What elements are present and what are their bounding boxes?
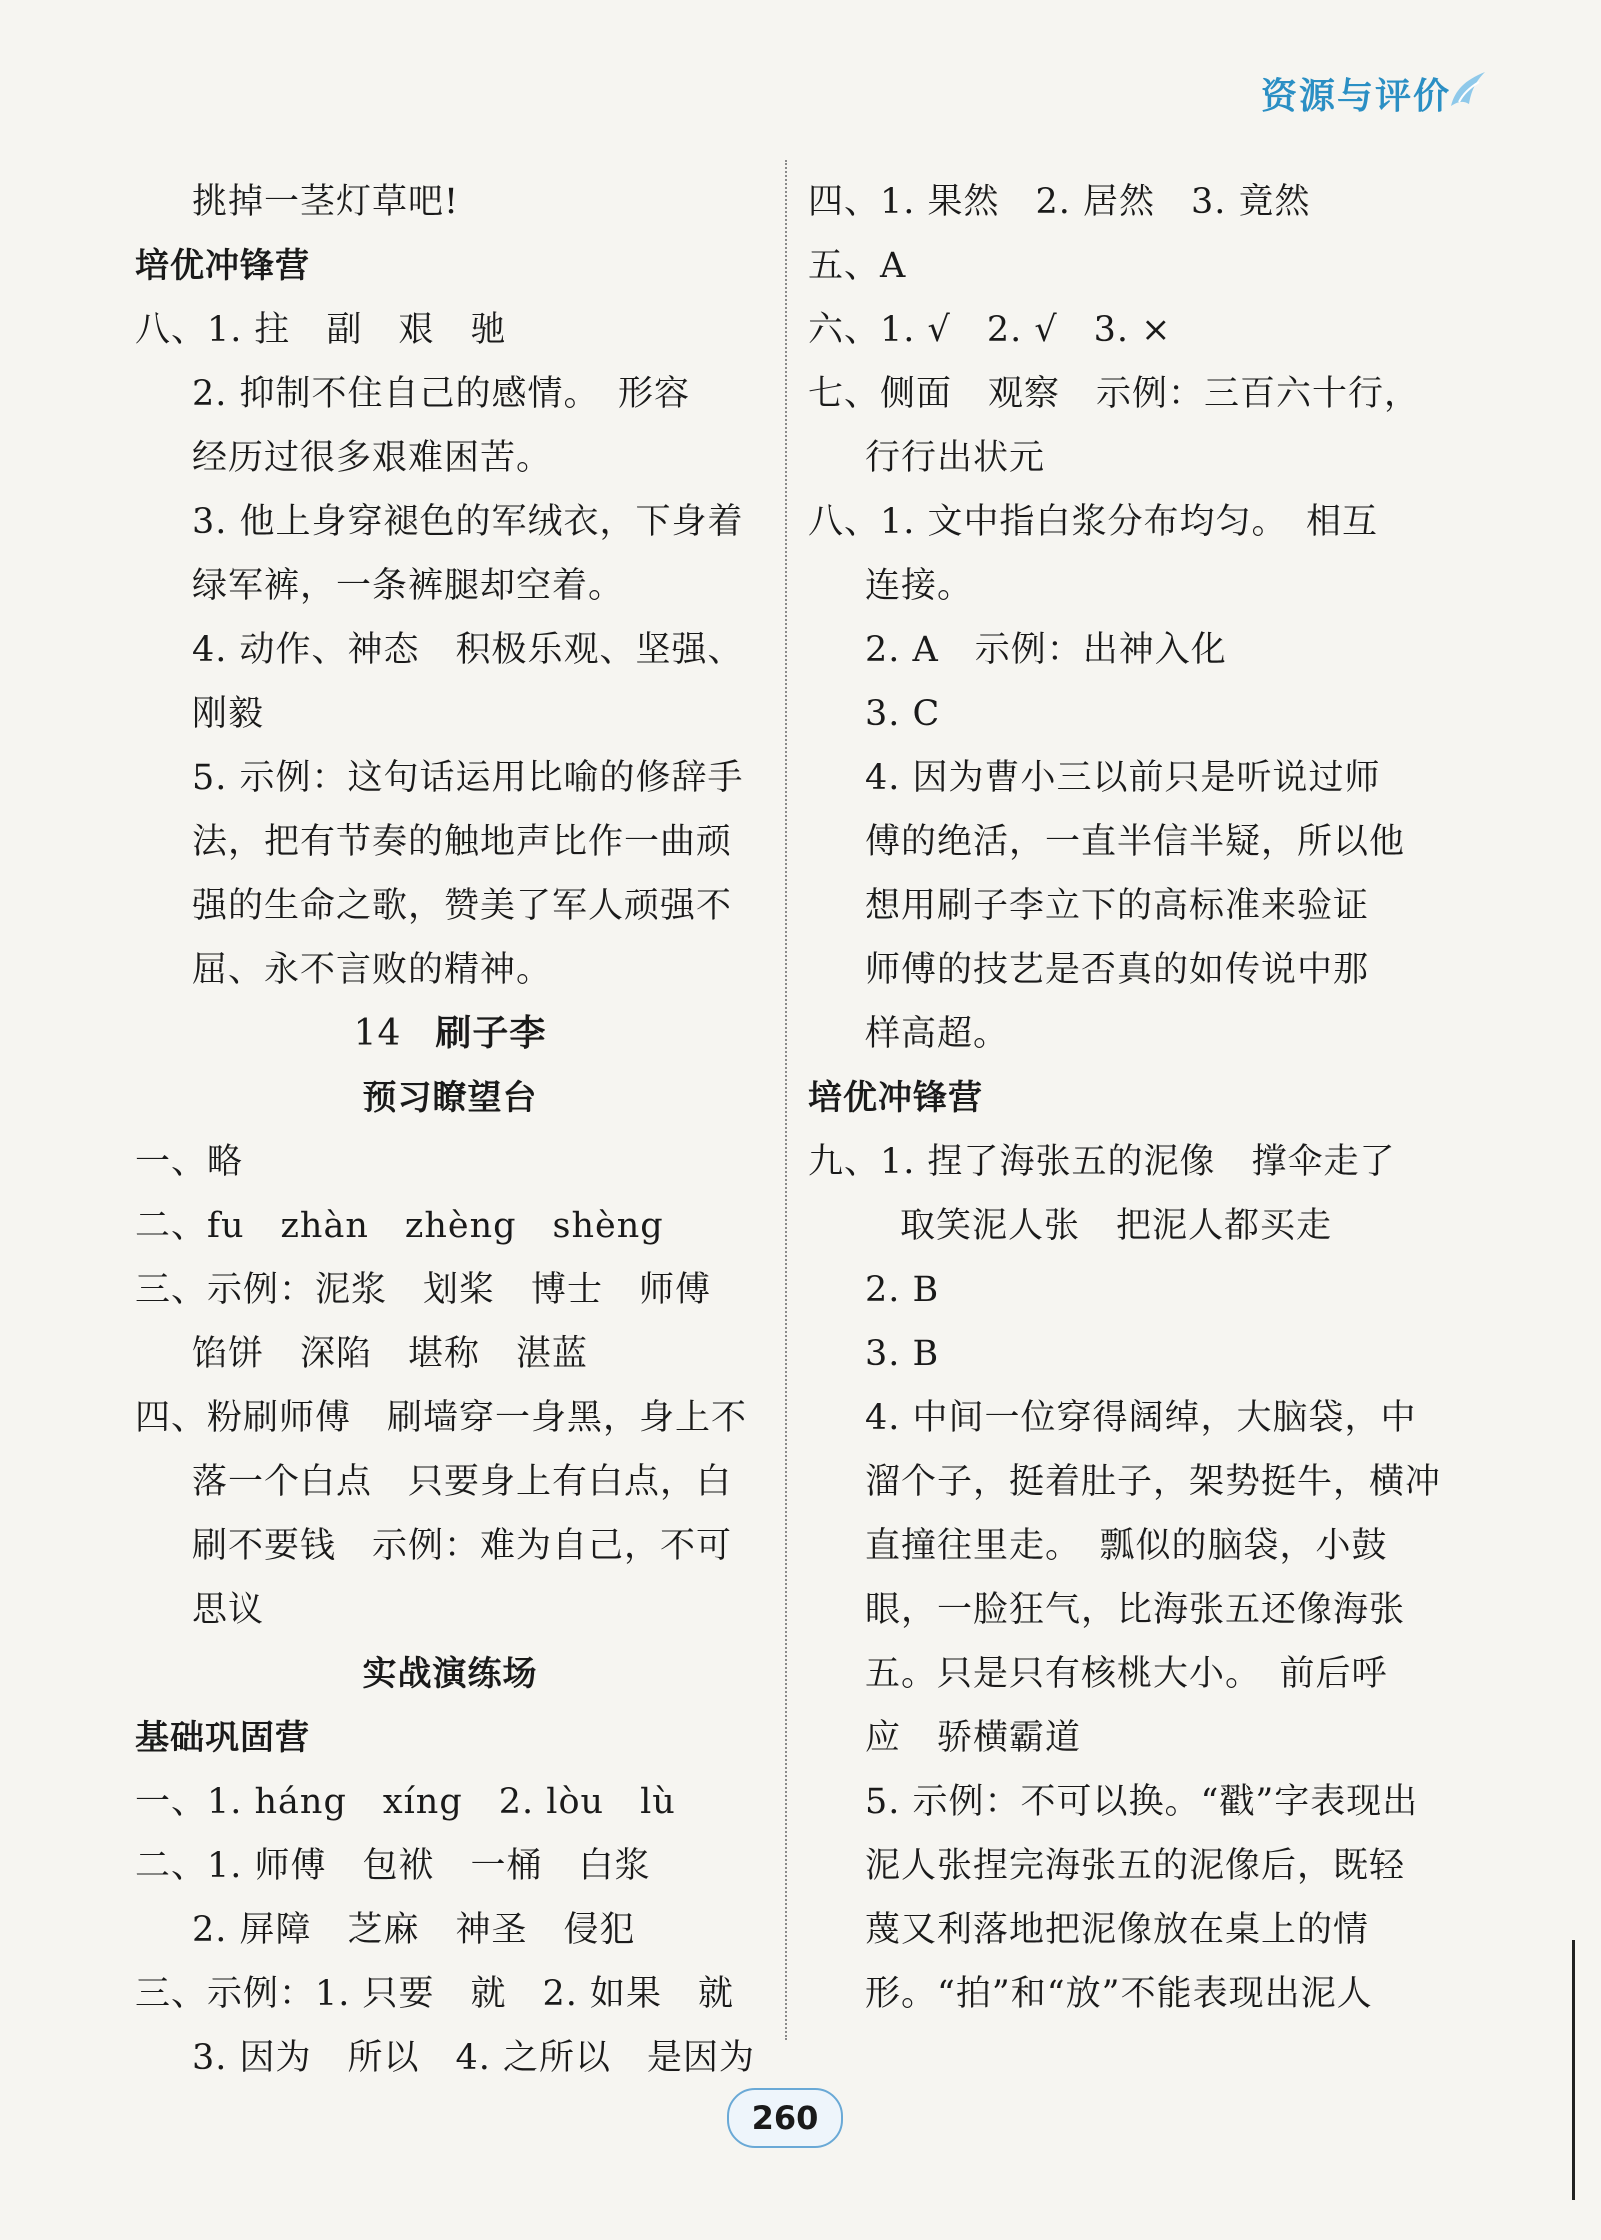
answer-line: 直撞往里走。 瓢似的脑袋，小鼓 — [865, 1526, 1388, 1566]
answer-line: 想用刷子李立下的高标准来验证 — [865, 886, 1370, 926]
answer-line: 法，把有节奏的触地声比作一曲顽 — [192, 822, 733, 862]
answer-line: 4. 动作、神态 积极乐观、坚强、 — [192, 630, 744, 670]
lesson-title — [135, 1002, 765, 1066]
lesson-name: 刷子李 — [435, 1013, 547, 1054]
section-heading: 培优冲锋营 — [135, 246, 310, 286]
answer-line: 蔑又利落地把泥像放在桌上的情 — [865, 1910, 1370, 1950]
answer-line: 三、示例：1. 只要 就 2. 如果 就 — [135, 1974, 735, 2014]
answer-line: 4. 中间一位穿得阔绰，大脑袋，中 — [865, 1398, 1417, 1438]
answer-line: 3. 因为 所以 4. 之所以 是因为 — [192, 2038, 756, 2078]
answer-line: 师傅的技艺是否真的如传说中那 — [865, 950, 1370, 990]
left-column — [135, 170, 765, 2090]
answer-line: 八、1. 文中指白浆分布均匀。 相互 — [808, 502, 1379, 542]
answer-line: 样高超。 — [865, 1014, 1010, 1054]
answer-line: 5. 示例：这句话运用比喻的修辞手 — [192, 758, 744, 798]
section-subheading: 实战演练场 — [362, 1654, 538, 1694]
answer-line: 4. 因为曹小三以前只是听说过师 — [865, 758, 1381, 798]
lesson-number: 14 — [353, 1013, 402, 1054]
answer-line: 九、1. 捏了海张五的泥像 撑伞走了 — [808, 1142, 1396, 1182]
answer-line: 挑掉一茎灯草吧! — [192, 182, 460, 222]
section-subheading: 预习瞭望台 — [362, 1078, 538, 1118]
column-divider — [785, 160, 787, 2040]
answer-line: 形。“拍”和“放”不能表现出泥人 — [865, 1974, 1373, 2014]
answer-line: 溜个子，挺着肚子，架势挺牛，横冲 — [865, 1462, 1442, 1502]
answer-line: 落一个白点 只要身上有白点，白 — [192, 1462, 733, 1502]
page-number: 260 — [727, 2088, 843, 2148]
answer-line: 三、示例：泥浆 划桨 博士 师傅 — [135, 1270, 712, 1310]
answer-line: 一、略 — [135, 1142, 244, 1182]
answer-line: 连接。 — [865, 566, 974, 606]
answer-line: 六、1. √ 2. √ 3. × — [808, 310, 1172, 350]
answer-line: 3. B — [865, 1334, 940, 1374]
answer-line: 经历过很多艰难困苦。 — [192, 438, 553, 478]
answer-line: 刷不要钱 示例：难为自己，不可 — [192, 1526, 733, 1566]
answer-line: 2. 屏障 芝麻 神圣 侵犯 — [192, 1910, 636, 1950]
answer-line: 行行出状元 — [865, 438, 1046, 478]
answer-line: 傅的绝活，一直半信半疑，所以他 — [865, 822, 1406, 862]
answer-line: 屈、永不言败的精神。 — [192, 950, 553, 990]
answer-line: 二、fu zhàn zhèng shèng — [135, 1206, 664, 1246]
answer-line: 思议 — [192, 1590, 265, 1630]
answer-line: 泥人张捏完海张五的泥像后，既轻 — [865, 1846, 1406, 1886]
right-column — [808, 170, 1448, 2026]
answer-line: 刚毅 — [192, 694, 265, 734]
answer-line: 一、1. háng xíng 2. lòu lù — [135, 1782, 676, 1822]
answer-line: 八、1. 拄 副 艰 驰 — [135, 310, 507, 350]
answer-line: 2. 抑制不住自己的感情。 形容 — [192, 374, 691, 414]
answer-line: 3. 他上身穿褪色的军绒衣，下身着 — [192, 502, 744, 542]
answer-line: 四、粉刷师傅 刷墙穿一身黑，身上不 — [135, 1398, 748, 1438]
answer-line: 四、1. 果然 2. 居然 3. 竟然 — [808, 182, 1311, 222]
answer-line: 五、A — [808, 246, 907, 286]
page-edge-line — [1572, 1940, 1575, 2200]
answer-line: 眼，一脸狂气，比海张五还像海张 — [865, 1590, 1406, 1630]
section-heading: 基础巩固营 — [135, 1718, 310, 1758]
answer-line: 五。只是只有核桃大小。 前后呼 — [865, 1654, 1388, 1694]
answer-line: 2. A 示例：出神入化 — [865, 630, 1227, 670]
answer-line: 绿军裤，一条裤腿却空着。 — [192, 566, 625, 606]
answer-line: 3. C — [865, 694, 941, 734]
answer-line: 2. B — [865, 1270, 940, 1310]
bird-logo-icon — [1445, 66, 1489, 112]
answer-line: 七、侧面 观察 示例：三百六十行， — [808, 374, 1421, 414]
page-header-title: 资源与评价 — [1260, 76, 1451, 117]
section-heading: 培优冲锋营 — [808, 1078, 983, 1118]
answer-line: 应 骄横霸道 — [865, 1718, 1082, 1758]
answer-line: 强的生命之歌，赞美了军人顽强不 — [192, 886, 733, 926]
answer-line: 5. 示例：不可以换。“戳”字表现出 — [865, 1782, 1419, 1822]
answer-line: 二、1. 师傅 包袱 一桶 白浆 — [135, 1846, 651, 1886]
answer-line: 馅饼 深陷 堪称 湛蓝 — [192, 1334, 589, 1374]
answer-line: 取笑泥人张 把泥人都买走 — [900, 1206, 1333, 1246]
